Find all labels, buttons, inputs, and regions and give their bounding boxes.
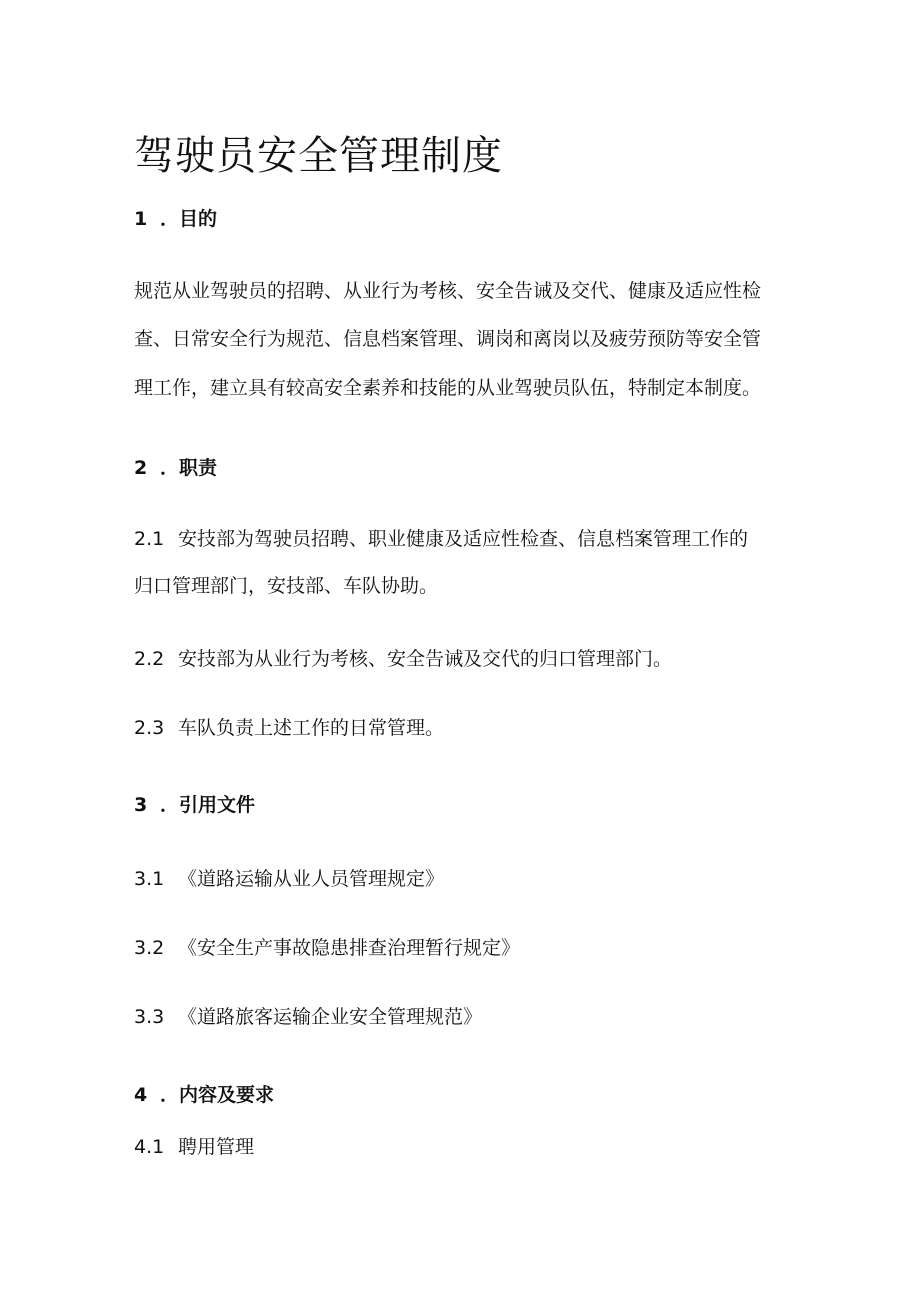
item-text: 《安全生产事故隐患排查治理暂行规定》 (178, 937, 521, 959)
paragraph-line: 查、日常安全行为规范、信息档案管理、调岗和离岗以及疲劳预防等安全管 (134, 328, 762, 350)
list-item (134, 716, 444, 740)
section-dot: ． (160, 208, 180, 230)
section-dot: ． (160, 794, 180, 816)
item-number: 3.1 (134, 868, 165, 890)
item-text: 安技部为驾驶员招聘、职业健康及适应性检查、信息档案管理工作的 (178, 528, 749, 550)
paragraph-line: 规范从业驾驶员的招聘、从业行为考核、安全告诫及交代、健康及适应性检 (134, 280, 762, 302)
item-text: 车队负责上述工作的日常管理。 (178, 717, 445, 739)
section-title: 引用文件 (179, 794, 256, 816)
list-item (134, 1005, 482, 1029)
list-item (134, 936, 520, 960)
item-text: 《道路运输从业人员管理规定》 (178, 868, 445, 890)
section-number: 2 (134, 457, 148, 479)
item-number: 4.1 (134, 1136, 165, 1158)
paragraph-line: 理工作，建立具有较高安全素养和技能的从业驾驶员队伍，特制定本制度。 (134, 377, 762, 399)
document-title: 驾驶员安全管理制度 (134, 133, 503, 179)
section-dot: ． (160, 1084, 180, 1106)
section-title: 职责 (179, 457, 218, 479)
list-item (134, 647, 672, 671)
item-text: 安技部为从业行为考核、安全告诫及交代的归口管理部门。 (178, 648, 673, 670)
item-number: 3.3 (134, 1006, 165, 1028)
item-text: 《道路旅客运输企业安全管理规范》 (178, 1006, 483, 1028)
section-heading (134, 456, 217, 480)
item-number: 2.2 (134, 648, 165, 670)
section-number: 4 (134, 1084, 148, 1106)
list-item (134, 527, 748, 551)
item-text: 聘用管理 (178, 1136, 255, 1158)
section-heading (134, 207, 217, 231)
item-number: 2.1 (134, 528, 165, 550)
section-number: 3 (134, 794, 148, 816)
list-item-continuation: 归口管理部门，安技部、车队协助。 (134, 575, 439, 597)
list-item (134, 1135, 254, 1159)
list-item (134, 867, 444, 891)
item-number: 3.2 (134, 937, 165, 959)
section-heading (134, 793, 255, 817)
item-number: 2.3 (134, 717, 165, 739)
section-number: 1 (134, 208, 148, 230)
section-heading (134, 1083, 274, 1107)
section-title: 目的 (179, 208, 218, 230)
section-title: 内容及要求 (179, 1084, 275, 1106)
section-dot: ． (160, 457, 180, 479)
